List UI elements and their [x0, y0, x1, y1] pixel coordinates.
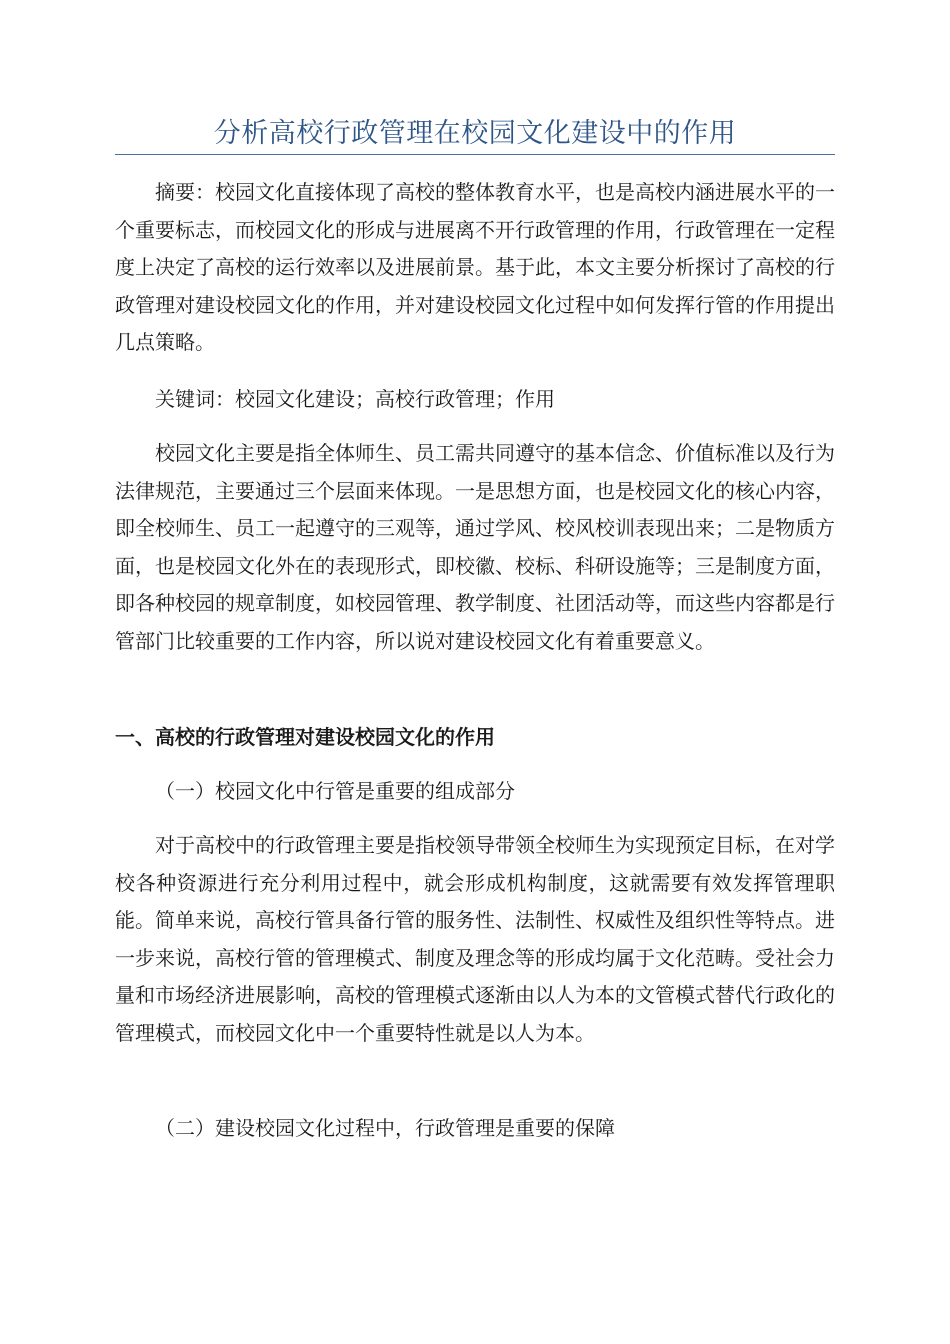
document-title: 分析高校行政管理在校园文化建设中的作用: [213, 118, 737, 149]
abstract-paragraph: 摘要：校园文化直接体现了高校的整体教育水平，也是高校内涵进展水平的一个重要标志，而校园文化的形成与进展离不开行政管理的作用，行政管理在一定程度上决定了高校的运行效率以及进展前景。基于此，本文主要分析探讨了高校的行政管理对建设校园文化的作用，并对建设校园文化过程中如何发挥行管的作用提出几点策略。: [115, 180, 835, 354]
title-underline: [115, 154, 835, 155]
subsection-1-paragraph: 对于高校中的行政管理主要是指校领导带领全校师生为实现预定目标，在对学校各种资源进行充分利用过程中，就会形成机构制度，这就需要有效发挥管理职能。简单来说，高校行管具备行管的服务性、法制性、权威性及组织性等特点。进一步来说，高校行管的管理模式、制度及理念等的形成均属于文化范畴。受社会力量和市场经济进展影响，高校的管理模式逐渐由以人为本的文管模式替代行政化的管理模式，而校园文化中一个重要特性就是以人为本。: [115, 833, 835, 1045]
subsection-heading-1: （一）校园文化中行管是重要的组成部分: [155, 779, 515, 803]
subsection-heading-2: （二）建设校园文化过程中，行政管理是重要的保障: [155, 1116, 615, 1140]
keywords-line: 关键词：校园文化建设；高校行政管理；作用: [155, 387, 555, 411]
section-heading-1: 一、高校的行政管理对建设校园文化的作用: [115, 725, 495, 749]
intro-paragraph: 校园文化主要是指全体师生、员工需共同遵守的基本信念、价值标准以及行为法律规范，主要通过三个层面来体现。一是思想方面，也是校园文化的核心内容，即全校师生、员工一起遵守的三观等，通过学风、校风校训表现出来；二是物质方面，也是校园文化外在的表现形式，即校徽、校标、科研设施等；三是制度方面，即各种校园的规章制度，如校园管理、教学制度、社团活动等，而这些内容都是行管部门比较重要的工作内容，所以说对建设校园文化有着重要意义。: [115, 441, 835, 653]
